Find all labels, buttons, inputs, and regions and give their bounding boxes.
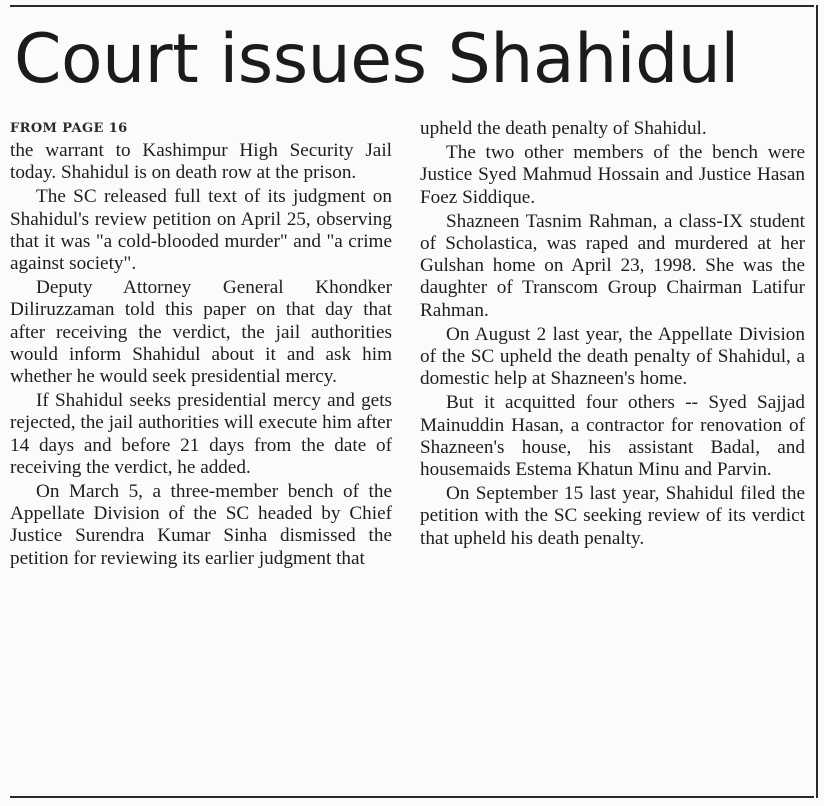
paragraph: On March 5, a three-member bench of the Appellate Division of the SC headed by Chief Justice Surendra Kumar Sinha dismissed the petition for reviewing its earlier judgment that: [10, 481, 392, 569]
jump-label: FROM PAGE 16: [10, 121, 128, 136]
headline: Court issues Shahidul: [14, 20, 739, 99]
left-column: [10, 118, 392, 570]
paragraph: Shazneen Tasnim Rahman, a class-IX student of Scholastica, was raped and murdered at her Gulshan home on April 23, 1998. She was the daughter of Transcom Group Chairman Latifur Rahman.: [420, 210, 805, 321]
top-rule: [10, 5, 814, 7]
paragraph: If Shahidul seeks presidential mercy and gets rejected, the jail authorities will execute him after 14 days and before 21 days from the date of receiving the verdict, he added.: [10, 390, 392, 478]
right-column: [420, 118, 805, 550]
paragraph: upheld the death penalty of Shahidul.: [420, 118, 707, 139]
paragraph: The two other members of the bench were Justice Syed Mahmud Hossain and Justice Hasan Foez Siddique.: [420, 142, 805, 208]
bottom-rule: [10, 796, 814, 798]
paragraph: Deputy Attorney General Khondker Diliruzzaman told this paper on that day that after receiving the verdict, the jail authorities would inform Shahidul about it and ask him whether he would seek presidential mercy.: [10, 277, 392, 388]
paragraph: But it acquitted four others -- Syed Sajjad Mainuddin Hasan, a contractor for renovation of Shazneen's house, his assistant Badal, and housemaids Estema Khatun Minu and Parvin.: [420, 392, 805, 481]
paragraph: The SC released full text of its judgment on Shahidul's review petition on April 25, observing that it was "a cold-blooded murder" and "a crime against society".: [10, 186, 392, 275]
paragraph: the warrant to Kashimpur High Security Jail today. Shahidul is on death row at the prison.: [10, 140, 392, 184]
right-rule: [816, 5, 818, 798]
paragraph: On September 15 last year, Shahidul filed the petition with the SC seeking review of its verdict that upheld his death penalty.: [420, 483, 805, 549]
paragraph: On August 2 last year, the Appellate Division of the SC upheld the death penalty of Shahidul, a domestic help at Shazneen's home.: [420, 323, 805, 390]
